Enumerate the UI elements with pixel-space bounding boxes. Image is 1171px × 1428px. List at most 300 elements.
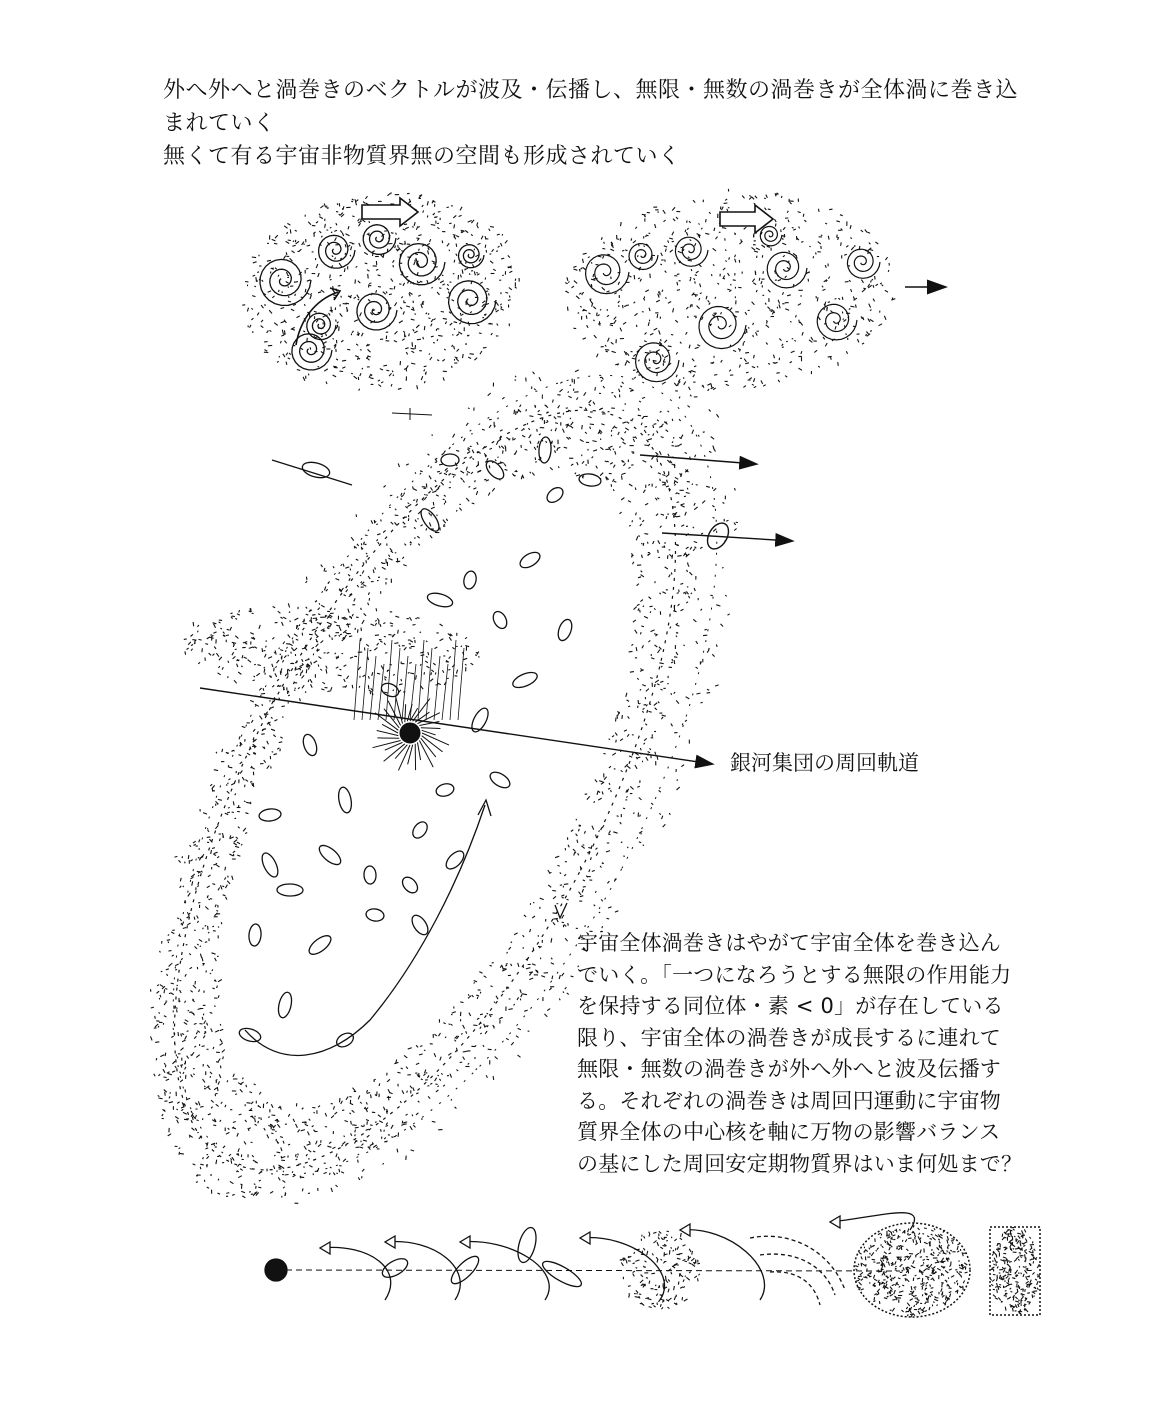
speckle <box>312 615 315 616</box>
speckle <box>425 661 428 663</box>
speckle <box>1007 1282 1010 1284</box>
speckle <box>321 605 325 607</box>
speckle <box>642 645 644 648</box>
speckle <box>329 1142 331 1144</box>
speckle <box>237 1164 239 1167</box>
speckle <box>404 1055 407 1058</box>
speckle <box>571 830 573 832</box>
speckle <box>1015 1282 1018 1283</box>
speckle <box>742 196 744 199</box>
speckle <box>636 513 637 516</box>
speckle <box>608 834 610 835</box>
speckle <box>435 480 436 482</box>
speckle <box>870 1253 871 1255</box>
speckle <box>1025 1260 1026 1262</box>
speckle <box>649 597 652 599</box>
speckle <box>1025 1254 1026 1258</box>
speckle <box>645 290 649 292</box>
speckle <box>684 645 685 646</box>
speckle <box>1004 1247 1007 1248</box>
speckle <box>249 1128 251 1129</box>
sequence-arrowhead <box>830 1216 840 1228</box>
speckle <box>695 243 696 246</box>
speckle <box>660 1247 663 1249</box>
speckle <box>565 283 568 284</box>
speckle <box>417 281 418 283</box>
speckle <box>582 477 584 478</box>
speckle <box>432 491 436 492</box>
speckle <box>676 652 678 655</box>
speckle <box>508 1009 512 1010</box>
speckle <box>657 684 660 685</box>
speckle <box>185 862 186 864</box>
speckle <box>494 1002 495 1003</box>
speckle <box>535 970 538 972</box>
speckle <box>650 333 653 335</box>
speckle <box>223 635 225 637</box>
speckle <box>413 1125 415 1127</box>
speckle <box>321 290 324 293</box>
speckle <box>274 1155 275 1156</box>
speckle <box>787 211 788 213</box>
sequence-arrowhead <box>580 1232 590 1244</box>
speckle <box>690 547 692 550</box>
speckle <box>199 990 200 992</box>
speckle <box>754 386 756 387</box>
speckle <box>368 657 369 660</box>
speckle <box>375 620 376 621</box>
speckle <box>359 389 360 391</box>
mini-galaxy-mark <box>418 506 443 534</box>
speckle <box>453 476 454 478</box>
speckle <box>151 1007 154 1008</box>
speckle <box>627 353 629 355</box>
speckle <box>649 1234 650 1237</box>
speckle <box>569 437 571 439</box>
speckle <box>286 241 290 243</box>
speckle <box>288 695 290 696</box>
speckle <box>419 195 422 197</box>
speckle <box>253 275 256 276</box>
speckle <box>850 306 854 307</box>
sequence-arc <box>580 1238 665 1300</box>
speckle <box>271 1133 273 1134</box>
speckle <box>329 635 330 638</box>
speckle <box>589 400 592 403</box>
speckle <box>404 244 406 245</box>
speckle <box>1025 1267 1027 1268</box>
speckle <box>288 1144 290 1145</box>
speckle <box>615 911 618 912</box>
speckle <box>846 245 848 247</box>
speckle <box>677 787 680 790</box>
speckle <box>658 1287 659 1289</box>
speckle <box>940 1234 942 1235</box>
speckle <box>674 608 675 611</box>
speckle <box>278 275 279 277</box>
speckle <box>1026 1286 1028 1287</box>
speckle <box>714 228 715 231</box>
speckle <box>1023 1245 1025 1246</box>
speckle <box>932 1237 935 1240</box>
speckle <box>411 319 415 320</box>
speckle <box>740 350 741 352</box>
speckle <box>661 1238 663 1240</box>
header-line-1: 外へ外へと渦巻きのベクトルが波及・伝播し、無限・無数の渦巻きが全体渦に巻き込 <box>163 78 1019 103</box>
speckle <box>369 283 371 284</box>
speckle <box>449 656 451 658</box>
speckle <box>666 1280 668 1283</box>
speckle <box>233 1074 235 1077</box>
speckle <box>460 275 461 278</box>
speckle <box>408 503 410 504</box>
speckle <box>447 650 449 651</box>
speckle <box>701 609 702 611</box>
speckle <box>240 743 241 746</box>
speckle <box>251 308 253 309</box>
speckle <box>303 377 305 381</box>
speckle <box>353 1088 356 1091</box>
speckle <box>663 359 665 362</box>
speckle <box>355 1127 359 1128</box>
speckle <box>621 290 623 291</box>
speckle <box>650 748 651 750</box>
speckle <box>461 646 462 647</box>
speckle <box>662 355 663 357</box>
speckle <box>437 339 438 341</box>
speckle <box>640 815 641 817</box>
speckle <box>637 584 639 586</box>
speckle <box>412 1115 413 1117</box>
speckle <box>383 292 386 295</box>
speckle <box>238 1176 242 1178</box>
speckle <box>896 1249 897 1250</box>
speckle <box>344 268 345 272</box>
speckle <box>828 302 830 303</box>
speckle <box>416 238 419 239</box>
speckle <box>890 1294 893 1296</box>
speckle <box>426 666 429 668</box>
speckle <box>260 716 263 720</box>
speckle <box>171 983 174 984</box>
speckle <box>424 369 425 371</box>
speckle <box>235 618 237 619</box>
speckle <box>950 1250 952 1251</box>
speckle <box>261 734 264 735</box>
speckle <box>377 673 380 674</box>
speckle <box>560 873 561 874</box>
speckle <box>869 1248 870 1250</box>
speckle <box>883 1260 884 1262</box>
speckle <box>689 387 691 390</box>
speckle <box>437 1086 439 1087</box>
speckle <box>386 1123 387 1125</box>
speckle <box>889 1253 892 1254</box>
speckle <box>518 1055 521 1057</box>
speckle <box>655 224 656 228</box>
speckle <box>456 236 459 237</box>
speckle <box>335 1112 338 1114</box>
speckle <box>622 250 624 251</box>
speckle <box>1015 1248 1019 1249</box>
speckle <box>268 291 272 292</box>
speckle <box>607 918 610 919</box>
speckle <box>723 268 725 270</box>
speckle <box>579 892 582 895</box>
speckle <box>465 664 467 665</box>
speckle <box>219 838 220 841</box>
speckle <box>671 662 673 663</box>
sequence-arrowhead <box>460 1236 470 1248</box>
speckle <box>389 373 391 376</box>
speckle <box>387 1079 390 1082</box>
speckle <box>668 1298 671 1300</box>
speckle <box>233 643 234 646</box>
speckle <box>799 226 800 228</box>
speckle <box>620 739 623 741</box>
speckle <box>336 667 339 668</box>
speckle <box>548 885 551 887</box>
speckle <box>1017 1233 1021 1234</box>
speckle <box>601 424 604 425</box>
speckle <box>660 1304 661 1307</box>
speckle <box>646 705 648 707</box>
speckle <box>592 441 596 442</box>
speckle <box>186 944 188 945</box>
speckle <box>653 1232 656 1233</box>
speckle <box>752 384 754 385</box>
speckle <box>421 525 423 526</box>
speckle <box>454 224 455 228</box>
speckle <box>350 1113 351 1114</box>
speckle <box>817 297 818 301</box>
speckle <box>430 679 433 682</box>
speckle <box>496 302 499 306</box>
speckle <box>713 446 714 449</box>
speckle <box>214 770 218 771</box>
speckle <box>197 944 199 945</box>
speckle <box>778 280 781 281</box>
speckle <box>155 1024 158 1027</box>
speckle <box>636 647 637 651</box>
speckle <box>612 736 614 737</box>
speckle <box>621 1263 623 1266</box>
speckle <box>956 1280 957 1282</box>
speckle <box>996 1255 997 1257</box>
speckle <box>502 966 503 970</box>
speckle <box>641 1275 643 1277</box>
speckle <box>424 381 425 383</box>
speckle <box>657 431 658 434</box>
speckle <box>418 227 420 228</box>
speckle <box>264 1128 266 1130</box>
speckle <box>366 1129 369 1130</box>
speckle <box>947 1272 949 1273</box>
speckle <box>202 1017 203 1020</box>
speckle <box>418 1101 420 1103</box>
speckle <box>997 1266 998 1268</box>
speckle <box>235 846 239 847</box>
speckle <box>287 223 290 225</box>
speckle <box>703 432 705 433</box>
speckle <box>756 248 760 250</box>
speckle <box>335 653 336 654</box>
speckle <box>210 1012 213 1013</box>
speckle <box>456 670 457 674</box>
speckle <box>561 895 564 896</box>
speckle <box>560 389 563 392</box>
speckle <box>203 1157 204 1159</box>
speckle <box>677 282 678 286</box>
speckle <box>383 365 387 366</box>
speckle <box>399 645 400 647</box>
speckle <box>226 1193 229 1194</box>
speckle <box>365 196 367 199</box>
speckle <box>404 544 406 546</box>
speckle <box>341 296 342 298</box>
speckle <box>711 363 714 364</box>
speckle <box>351 246 352 250</box>
speckle <box>649 308 650 311</box>
speckle <box>949 1292 952 1293</box>
speckle <box>440 1057 441 1061</box>
speckle <box>222 886 224 887</box>
speckle <box>256 277 257 281</box>
speckle <box>693 200 695 203</box>
speckle <box>278 611 281 613</box>
speckle <box>325 1113 326 1116</box>
speckle <box>182 922 184 926</box>
speckle <box>169 964 171 966</box>
speckle <box>368 592 369 595</box>
speckle <box>924 1303 925 1304</box>
speckle <box>463 1051 467 1052</box>
speckle <box>473 488 476 489</box>
speckle <box>606 351 608 352</box>
mini-galaxy-mark <box>426 591 454 610</box>
speckle <box>188 893 191 897</box>
speckle <box>393 260 395 263</box>
speckle <box>212 988 214 989</box>
speckle <box>373 570 374 574</box>
speckle <box>699 298 700 300</box>
speckle <box>943 1253 947 1254</box>
speckle <box>886 1262 887 1263</box>
speckle <box>356 266 358 267</box>
speckle <box>492 249 494 252</box>
speckle <box>578 829 579 832</box>
speckle <box>787 267 789 269</box>
speckle <box>649 1307 652 1308</box>
speckle <box>676 625 680 627</box>
speckle <box>1010 1246 1011 1250</box>
speckle <box>526 409 527 411</box>
speckle <box>411 1150 415 1151</box>
speckle <box>229 779 231 780</box>
speckle <box>835 326 836 329</box>
speckle <box>459 323 461 325</box>
speckle <box>582 425 583 429</box>
speckle <box>453 215 456 218</box>
speckle <box>692 371 696 372</box>
speckle <box>684 1261 687 1262</box>
speckle <box>386 370 389 371</box>
speckle <box>272 685 274 687</box>
speckle <box>520 989 521 993</box>
speckle <box>287 272 288 274</box>
speckle <box>615 733 617 736</box>
speckle <box>427 201 428 205</box>
speckle <box>939 1241 940 1243</box>
speckle <box>410 1086 412 1089</box>
speckle <box>440 639 444 641</box>
speckle <box>452 647 454 649</box>
speckle <box>1010 1288 1011 1289</box>
speckle <box>621 473 625 474</box>
speckle <box>318 614 320 615</box>
speckle <box>241 1184 243 1185</box>
speckle <box>583 880 585 881</box>
speckle <box>399 321 403 323</box>
speckle <box>216 1143 217 1145</box>
speckle <box>197 916 199 919</box>
speckle <box>929 1307 930 1310</box>
speckle <box>495 1057 498 1060</box>
speckle <box>999 1285 1001 1286</box>
speckle <box>325 1127 327 1128</box>
speckle <box>639 535 640 537</box>
speckle <box>380 369 383 370</box>
speckle <box>520 405 521 407</box>
speckle <box>315 633 318 636</box>
speckle <box>671 693 672 695</box>
speckle <box>282 622 284 626</box>
speckle <box>497 234 500 235</box>
speckle <box>233 1122 236 1123</box>
speckle <box>158 1096 160 1097</box>
speckle <box>641 571 643 573</box>
speckle <box>909 1294 913 1295</box>
speckle <box>286 252 287 255</box>
speckle <box>1032 1272 1034 1274</box>
speckle <box>508 300 511 301</box>
speckle <box>861 1289 864 1290</box>
speckle <box>370 1125 373 1126</box>
speckle <box>434 1034 437 1036</box>
speckle <box>580 306 582 307</box>
speckle <box>296 241 299 244</box>
speckle <box>376 608 377 611</box>
speckle <box>208 899 210 900</box>
speckle <box>194 1023 197 1024</box>
speckle <box>709 212 711 214</box>
core-streak <box>434 656 440 720</box>
speckle <box>420 664 421 666</box>
speckle <box>282 717 283 718</box>
speckle <box>393 674 395 675</box>
speckle <box>378 380 380 381</box>
speckle <box>155 1016 156 1019</box>
speckle <box>339 627 341 631</box>
speckle <box>613 479 615 482</box>
speckle <box>713 517 715 518</box>
speckle <box>770 310 773 311</box>
speckle <box>247 1103 251 1104</box>
speckle <box>267 260 271 261</box>
speckle <box>418 249 419 251</box>
speckle <box>903 1267 904 1270</box>
speckle <box>638 278 640 279</box>
